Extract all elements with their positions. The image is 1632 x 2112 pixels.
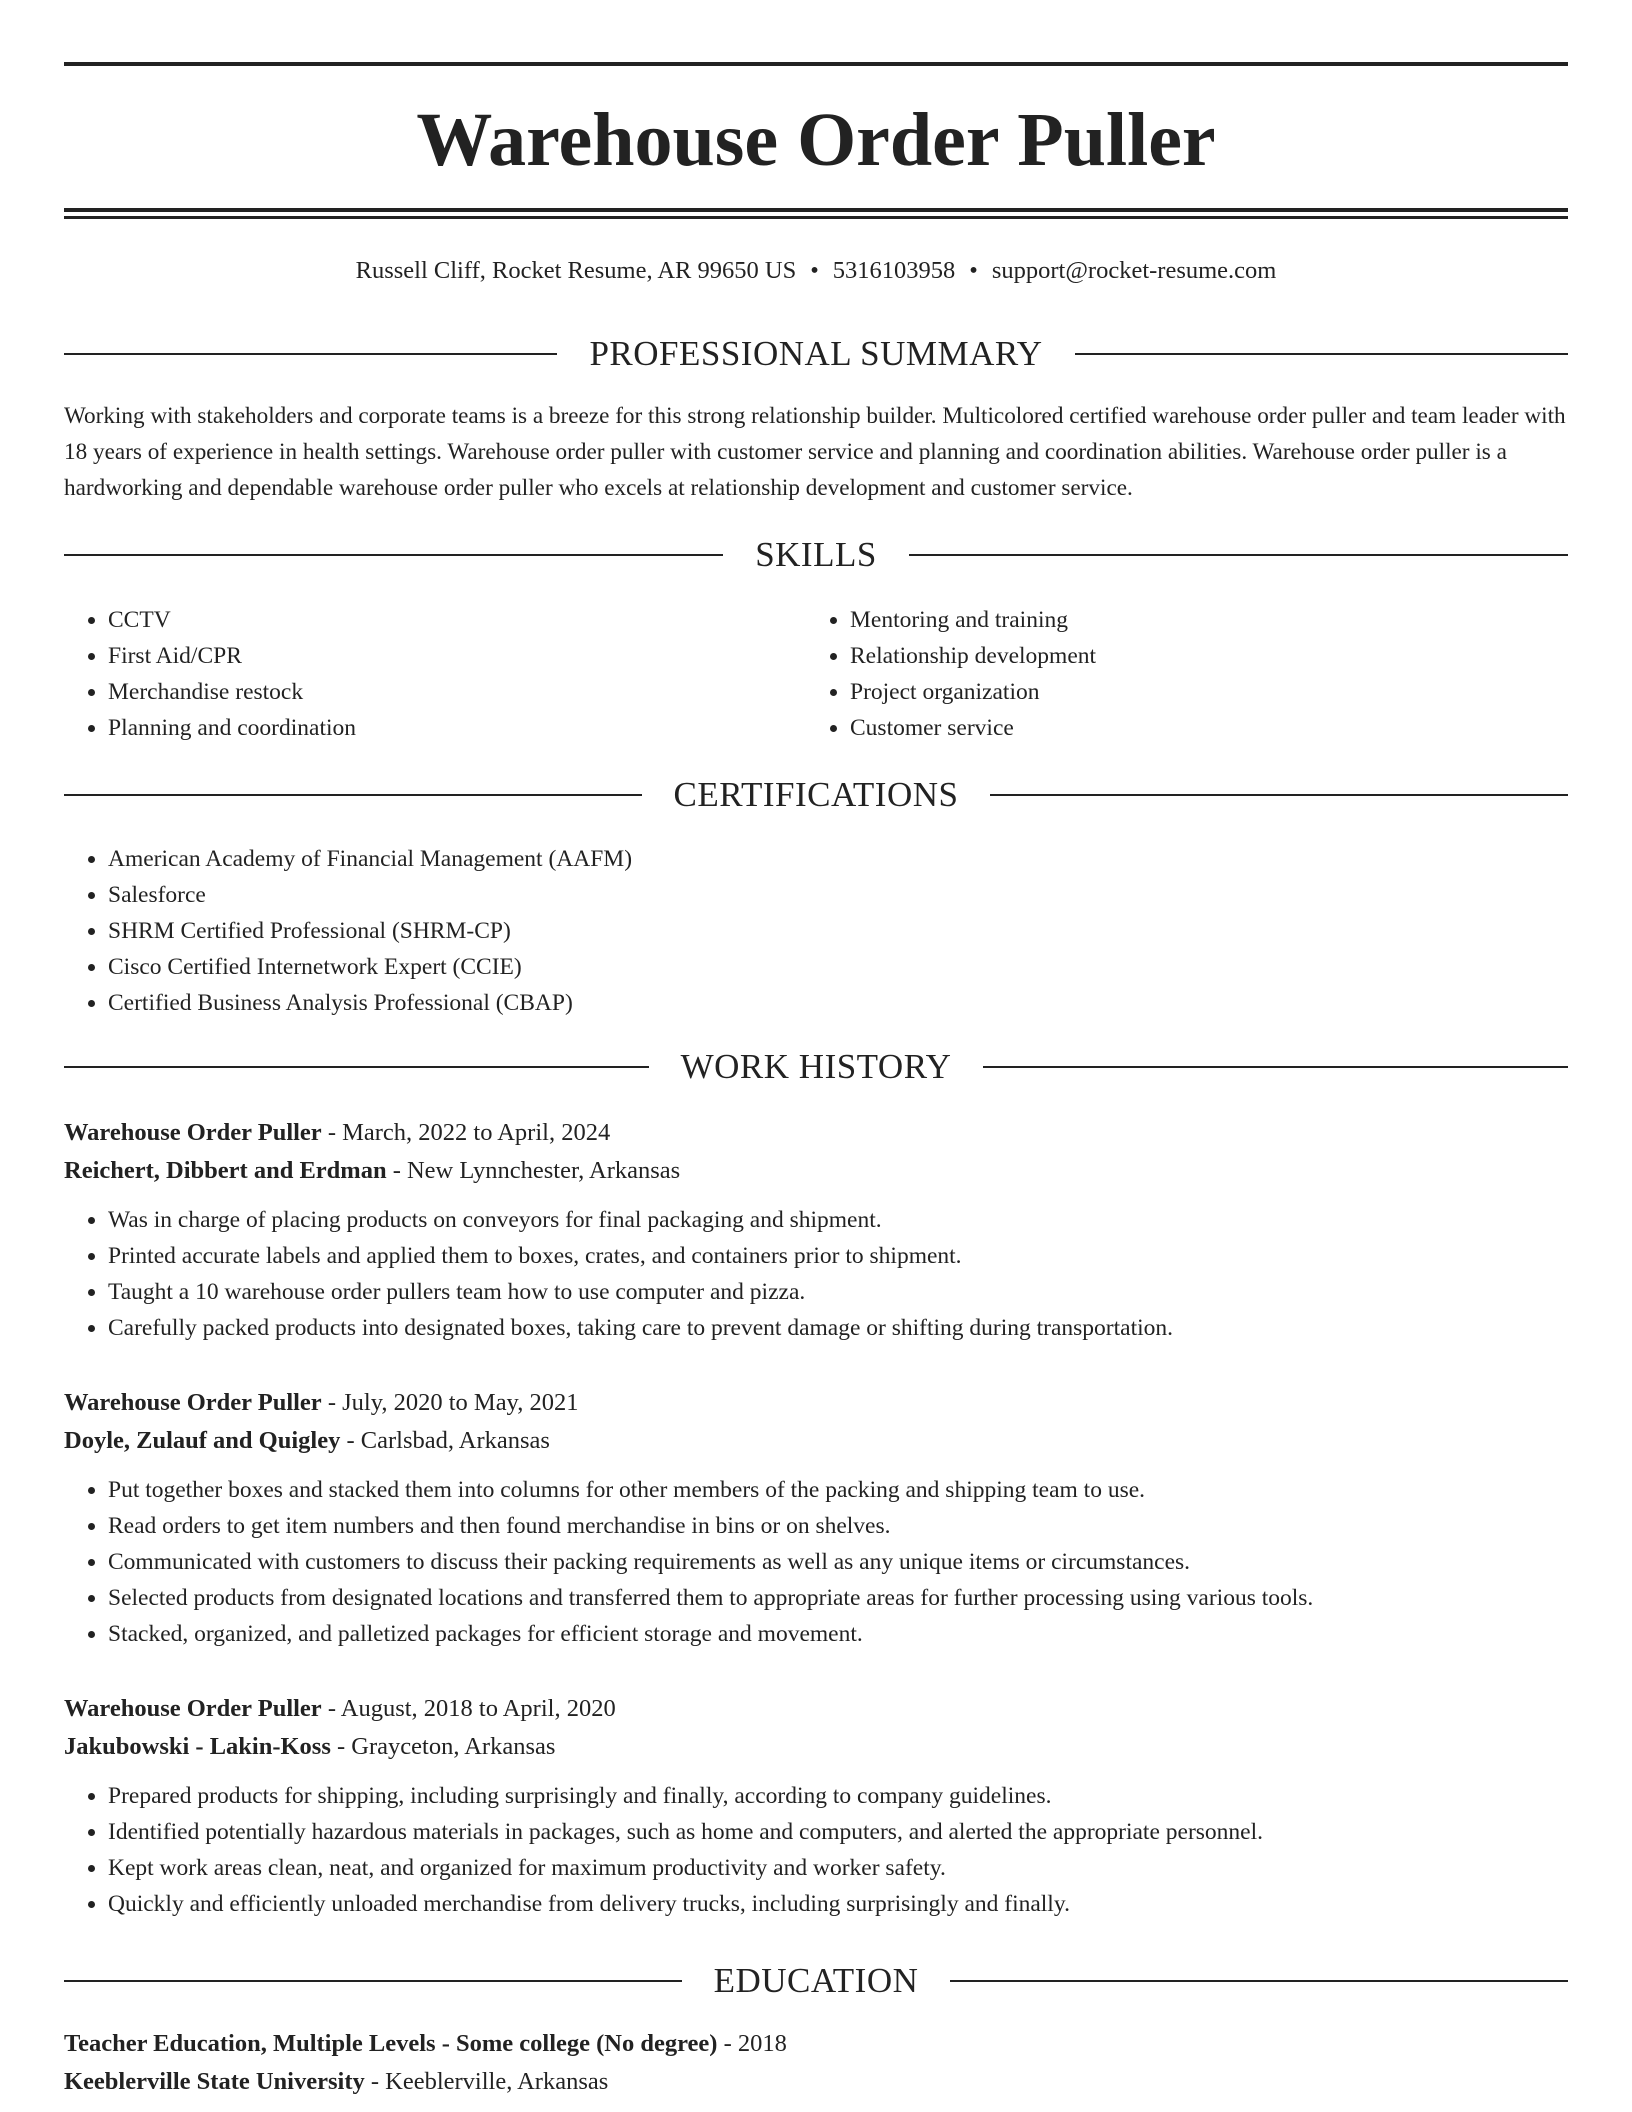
- job-dates: - August, 2018 to April, 2020: [327, 1695, 616, 1722]
- section-title-skills: SKILLS: [755, 535, 877, 574]
- job-duty: • Communicated with customers to discuss their packing requirements as well as any unique items or circumstances.: [108, 1544, 1568, 1580]
- job-duties-list: [64, 1778, 1568, 1922]
- certification-item: • Salesforce: [108, 877, 1568, 913]
- resume-page: [64, 0, 1568, 2112]
- job-company-line: [64, 1728, 1568, 1766]
- certifications-block: [64, 841, 1568, 1021]
- job-duty: • Kept work areas clean, neat, and organized for maximum productivity and worker safety.: [108, 1850, 1568, 1886]
- section-rule-left: [64, 794, 642, 796]
- skill-item: • Customer service: [850, 710, 1546, 746]
- section-rule-right: [1075, 353, 1568, 355]
- job-entry: [64, 1384, 1568, 1652]
- job-duty: • Quickly and efficiently unloaded merchandise from delivery trucks, including surprisingly and finally.: [108, 1886, 1568, 1922]
- job-location: - New Lynnchester, Arkansas: [392, 1157, 681, 1184]
- contact-separator: •: [969, 257, 978, 284]
- job-duty: • Prepared products for shipping, including surprisingly and finally, according to company guidelines.: [108, 1778, 1568, 1814]
- section-header-summary: [64, 332, 1568, 376]
- job-duty: • Identified potentially hazardous materials in packages, such as home and computers, and alerted the appropriate personnel.: [108, 1814, 1568, 1850]
- certification-item: • SHRM Certified Professional (SHRM-CP): [108, 913, 1568, 949]
- contact-separator: •: [810, 257, 819, 284]
- skill-item: • CCTV: [108, 602, 804, 638]
- job-company: Doyle, Zulauf and Quigley: [64, 1427, 341, 1454]
- job-location: - Carlsbad, Arkansas: [346, 1427, 550, 1454]
- section-header-education: [64, 1959, 1568, 2003]
- resume-title: Warehouse Order Puller: [416, 98, 1216, 182]
- job-duty: • Carefully packed products into designated boxes, taking care to prevent damage or shifting during transportation.: [108, 1310, 1568, 1346]
- skill-item: • First Aid/CPR: [108, 638, 804, 674]
- section-rule-right: [990, 794, 1568, 796]
- job-company-line: [64, 1422, 1568, 1460]
- header-bottom-rule: [64, 208, 1568, 212]
- section-header-certifications: [64, 773, 1568, 817]
- job-title: Warehouse Order Puller: [64, 1695, 322, 1722]
- skill-item: • Merchandise restock: [108, 674, 804, 710]
- job-title-line: [64, 1384, 1568, 1422]
- section-title-summary: PROFESSIONAL SUMMARY: [589, 334, 1043, 373]
- job-dates: - March, 2022 to April, 2024: [327, 1119, 611, 1146]
- section-rule-right: [983, 1066, 1568, 1068]
- certifications-list: [64, 841, 1568, 1021]
- job-entry: [64, 1690, 1568, 1922]
- skill-item: • Planning and coordination: [108, 710, 804, 746]
- section-rule-left: [64, 554, 723, 556]
- job-dates: - July, 2020 to May, 2021: [327, 1389, 579, 1416]
- job-company: Reichert, Dibbert and Erdman: [64, 1157, 387, 1184]
- education-degree: Teacher Education, Multiple Levels - Some college (No degree): [64, 2030, 718, 2057]
- skill-item: • Relationship development: [850, 638, 1546, 674]
- certification-item: • Cisco Certified Internetwork Expert (CCIE): [108, 949, 1568, 985]
- skills-column-left: [64, 602, 804, 746]
- section-title-certifications: CERTIFICATIONS: [673, 775, 959, 814]
- skills-list-left: [64, 602, 804, 746]
- job-duty: • Was in charge of placing products on conveyors for final packaging and shipment.: [108, 1202, 1568, 1238]
- header-bottom-rule-second: [64, 216, 1568, 219]
- section-rule-right: [909, 554, 1568, 556]
- job-duty: • Put together boxes and stacked them into columns for other members of the packing and shipping team to use.: [108, 1472, 1568, 1508]
- contact-address: Russell Cliff, Rocket Resume, AR 99650 US: [355, 257, 797, 284]
- contact-phone: 5316103958: [832, 257, 956, 284]
- job-company-line: [64, 1152, 1568, 1190]
- skill-item: • Project organization: [850, 674, 1546, 710]
- section-title-work-history: WORK HISTORY: [680, 1047, 952, 1086]
- education-year: - 2018: [723, 2030, 787, 2057]
- skill-item: • Mentoring and training: [850, 602, 1546, 638]
- job-company: Jakubowski - Lakin-Koss: [64, 1733, 331, 1760]
- job-duties-list: [64, 1202, 1568, 1346]
- job-title-line: [64, 1114, 1568, 1152]
- section-header-skills: [64, 533, 1568, 577]
- job-entry: [64, 1114, 1568, 1346]
- certification-item: • American Academy of Financial Management (AAFM): [108, 841, 1568, 877]
- job-location: - Grayceton, Arkansas: [337, 1733, 556, 1760]
- job-duty: • Stacked, organized, and palletized packages for efficient storage and movement.: [108, 1616, 1568, 1652]
- section-rule-right: [950, 1980, 1568, 1982]
- section-rule-left: [64, 1066, 649, 1068]
- job-title-line: [64, 1690, 1568, 1728]
- skills-list-right: [806, 602, 1546, 746]
- education-location: - Keeblerville, Arkansas: [370, 2068, 609, 2095]
- job-duties-list: [64, 1472, 1568, 1652]
- education-entry: [64, 2025, 1568, 2101]
- job-duty: • Printed accurate labels and applied them to boxes, crates, and containers prior to shipment.: [108, 1238, 1568, 1274]
- job-title: Warehouse Order Puller: [64, 1389, 322, 1416]
- section-rule-left: [64, 353, 557, 355]
- skills-column-right: [806, 602, 1546, 746]
- professional-summary-text: Working with stakeholders and corporate teams is a breeze for this strong relationship builder. Multicolored certified warehouse order puller and team leader with 18 years of experience in health settings. Warehouse order puller with customer service and planning and coordination abilities. Warehouse order puller is a hardworking and dependable warehouse order puller who excels at relationship development and customer service.: [64, 403, 1566, 501]
- education-school-line: [64, 2063, 1568, 2101]
- job-duty: • Read orders to get item numbers and then found merchandise in bins or on shelves.: [108, 1508, 1568, 1544]
- job-duty: • Taught a 10 warehouse order pullers team how to use computer and pizza.: [108, 1274, 1568, 1310]
- section-title-education: EDUCATION: [713, 1961, 919, 2000]
- education-school: Keeblerville State University: [64, 2068, 365, 2095]
- section-header-work-history: [64, 1045, 1568, 1089]
- certification-item: • Certified Business Analysis Professional (CBAP): [108, 985, 1568, 1021]
- contact-line: [64, 254, 1568, 288]
- section-rule-left: [64, 1980, 682, 1982]
- header-top-rule: [64, 62, 1568, 66]
- contact-email: support@rocket-resume.com: [991, 257, 1277, 284]
- job-title: Warehouse Order Puller: [64, 1119, 322, 1146]
- job-duty: • Selected products from designated locations and transferred them to appropriate areas for further processing using various tools.: [108, 1580, 1568, 1616]
- education-degree-line: [64, 2025, 1568, 2063]
